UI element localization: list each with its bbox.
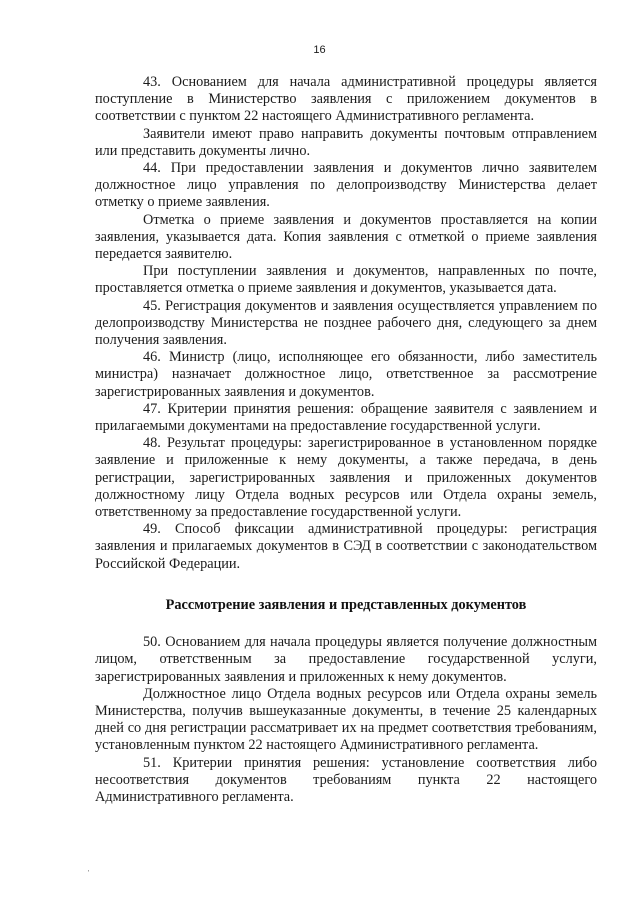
paragraph-48: 48. Результат процедуры: зарегистрированное в установленном порядке заявление и приложенные к нему документы, а также передача, в день регистрации, зарегистрированных заявления и приложенных документов должностному лицу Отдела водных ресурсов или Отдела охраны земель, ответственному за предоставление государственной услуги. (95, 435, 597, 521)
paragraph-47: 47. Критерии принятия решения: обращение заявителя с заявлением и прилагаемыми документами на предоставление государственной услуги. (95, 400, 597, 435)
scan-mark: ' (88, 870, 90, 877)
paragraph-postal-receipt: При поступлении заявления и документов, направленных по почте, проставляется отметка о приеме заявления и документов, указывается дата. (95, 263, 597, 297)
paragraph-49: 49. Способ фиксации административной процедуры: регистрация заявления и прилагаемых документов в СЭД в соответствии с законодательством Российской Федерации. (95, 521, 597, 572)
paragraph-44: 44. При предоставлении заявления и документов лично заявителем должностное лицо управления по делопроизводству Министерства делает отметку о приеме заявления. (95, 160, 597, 211)
paragraph-51: 51. Критерии принятия решения: установление соответствия либо несоответствия документов требованиям пункта 22 настоящего Административного регламента. (95, 754, 597, 805)
paragraph-50: 50. Основанием для начала процедуры является получение должностным лицом, ответственным за предоставление государственной услуги, зарегистрированных заявления и приложенных к нему документов. (95, 634, 597, 685)
paragraph-receipt-mark: Отметка о приеме заявления и документов проставляется на копии заявления, указывается дата. Копия заявления с отметкой о приеме заявления передается заявителю. (95, 211, 597, 263)
paragraph-43: 43. Основанием для начала административной процедуры является поступление в Министерство заявления с приложением документов в соответствии с пунктом 22 настоящего Административного регламента. (95, 74, 597, 125)
document-body (95, 74, 597, 806)
paragraph-46: 46. Министр (лицо, исполняющее его обязанности, либо заместитель министра) назначает должностное лицо, ответственное за рассмотрение зарегистрированных заявления и документов. (95, 349, 597, 400)
section-heading: Рассмотрение заявления и представленных документов (165, 596, 527, 613)
paragraph-applicants-rights: Заявители имеют право направить документы почтовым отправлением или представить документы лично. (95, 125, 597, 159)
paragraph-official-review: Должностное лицо Отдела водных ресурсов или Отдела охраны земель Министерства, получив вышеуказанные документы, в течение 25 календарных дней со дня регистрации рассматривает их на предмет соответствия требованиям, установленным пунктом 22 настоящего Административного регламента. (95, 685, 597, 754)
paragraph-45: 45. Регистрация документов и заявления осуществляется управлением по делопроизводству Министерства не позднее рабочего дня, следующего за днем получения заявления. (95, 297, 597, 349)
page-number: 16 (313, 44, 326, 56)
